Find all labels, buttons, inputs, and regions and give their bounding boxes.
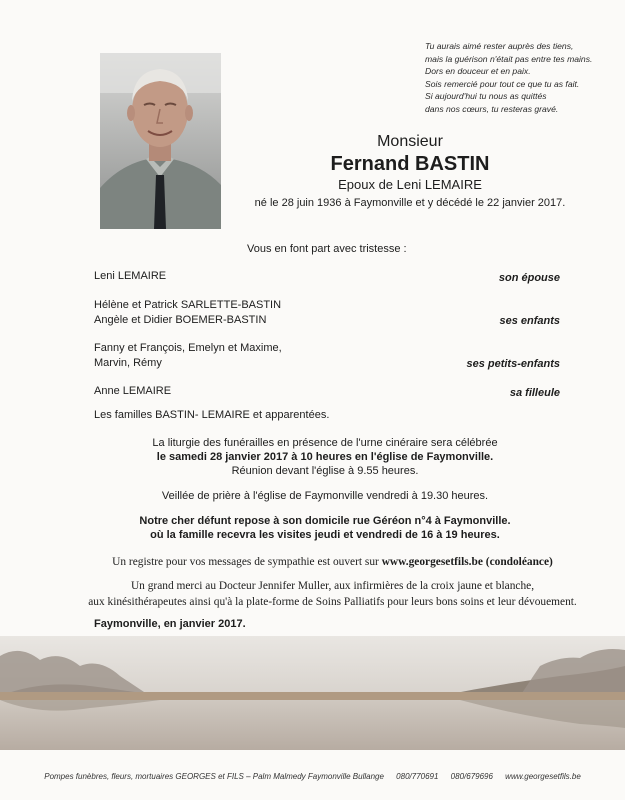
family-role: ses enfants — [499, 315, 560, 327]
spouse-line: Epoux de Leni LEMAIRE — [338, 177, 482, 192]
thanks-line: aux kinésithérapeutes ainsi qu'à la plate-forme de Soins Palliatifs pour leurs bons soins et leur dévouement. — [88, 596, 577, 608]
register-line — [60, 554, 605, 570]
register-text: Un registre pour vos messages de sympathie est ouvert sur — [112, 556, 382, 568]
liturgy-line: La liturgie des funérailles en présence de l'urne cinéraire sera célébrée — [152, 437, 498, 449]
funeral-home-website[interactable]: www.georgesetfils.be — [505, 772, 581, 781]
family-name: Anne LEMAIRE — [94, 385, 172, 397]
funeral-home-phone: 080/679696 — [450, 772, 493, 781]
resting-block — [90, 514, 560, 542]
families-line: Les familles BASTIN- LEMAIRE et apparentées. — [94, 409, 330, 421]
poem-line: dans nos cœurs, tu resteras gravé. — [425, 103, 559, 114]
thanks-block — [60, 578, 605, 610]
family-role: sa filleule — [509, 387, 560, 399]
last-name: BASTIN — [415, 153, 490, 175]
visits-line: où la famille recevra les visites jeudi et vendredi de 16 à 19 heures. — [150, 529, 500, 541]
family-name: Hélène et Patrick SARLETTE-BASTIN — [94, 299, 282, 311]
family-entry — [94, 384, 560, 399]
family-name: Angèle et Didier BOEMER-BASTIN — [94, 314, 267, 326]
family-entry — [94, 269, 560, 284]
family-name: Marvin, Rémy — [94, 357, 162, 369]
title: Monsieur — [377, 133, 443, 150]
funeral-block — [90, 436, 560, 478]
poem — [425, 40, 620, 116]
thanks-line: Un grand merci au Docteur Jennifer Muller, aux infirmières de la croix jaune et blanche, — [130, 580, 535, 592]
meeting-line: Réunion devant l'église à 9.55 heures. — [231, 465, 419, 477]
poem-line: Tu aurais aimé rester auprès des tiens, — [425, 41, 574, 51]
family-entry — [94, 298, 560, 328]
family-name: Fanny et François, Emelyn et Maxime, — [94, 342, 282, 354]
announcement: Vous en font part avec tristesse : — [247, 243, 407, 255]
family-entry — [94, 341, 560, 371]
liturgy-date-line: le samedi 28 janvier 2017 à 10 heures en l'église de Faymonville. — [156, 451, 494, 463]
resting-line: Notre cher défunt repose à son domicile rue Géréon n°4 à Faymonville. — [139, 515, 511, 527]
funeral-home-footer — [0, 772, 625, 781]
landscape-image — [0, 636, 625, 750]
signoff: Faymonville, en janvier 2017. — [94, 618, 246, 630]
family-name: Leni LEMAIRE — [94, 270, 167, 282]
poem-line: Sois remercié pour tout ce que tu as fait. — [425, 78, 580, 89]
register-site-link[interactable]: www.georgesetfils.be — [381, 556, 483, 568]
poem-line: mais la guérison n'était pas entre tes mains. — [425, 53, 593, 64]
poem-line: Si aujourd'hui tu nous as quittés — [425, 91, 547, 102]
poem-line: Dors en douceur et en paix. — [425, 66, 531, 77]
register-suffix: (condoléance) — [482, 556, 553, 568]
first-name: Fernand — [330, 153, 410, 175]
portrait-photo — [100, 53, 221, 229]
vigil-line: Veillée de prière à l'église de Faymonville vendredi à 19.30 heures. — [161, 490, 489, 502]
birth-death-line: né le 28 juin 1936 à Faymonville et y décédé le 22 janvier 2017. — [254, 197, 566, 209]
family-role: ses petits-enfants — [466, 358, 560, 370]
family-role: son épouse — [498, 272, 560, 284]
deceased-name — [250, 152, 570, 176]
funeral-home-name: Pompes funèbres, fleurs, mortuaires GEORGES et FILS – Palm Malmedy Faymonville Bullange — [44, 772, 384, 781]
funeral-home-phone: 080/770691 — [396, 772, 439, 781]
deceased-header — [250, 132, 570, 212]
